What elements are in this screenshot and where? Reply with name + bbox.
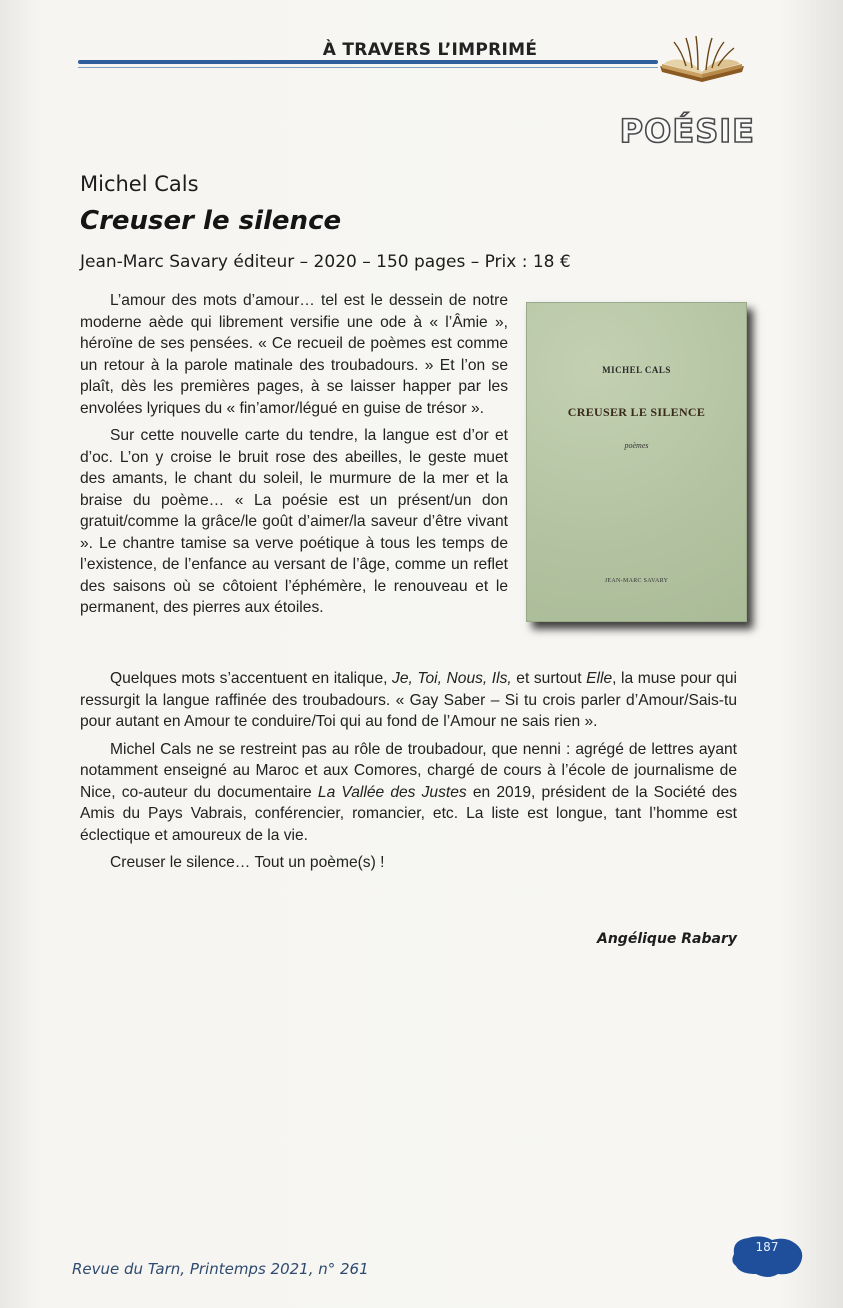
review-paragraph: Sur cette nouvelle carte du tendre, la langue est d’or et d’oc. L’on y croise le bruit rose des abeilles, le geste muet des amants, le chant du soleil, le murmure de la mer et la braise du poème… « La poésie est un présent/un don gratuit/comme la grâce/le goût d’aimer/la saveur d’être vivant ». Le chantre tamise sa verve poétique à tous les temps de l’existence, de l’enfance au versant de l’âge, comme un reflet des saisons où se côtoient l’éphémère, le renouveau et le permanent, des pierres aux étoiles. [80, 427, 508, 616]
italic-film-title: La Vallée des Justes [317, 783, 467, 801]
review-full-width [80, 668, 737, 880]
cover-publisher: JEAN-MARC SAVARY [604, 578, 669, 584]
footer-citation: Revue du Tarn, Printemps 2021, n° 261 [72, 1260, 369, 1278]
review-paragraph-italics: Quelques mots s’accentuent en italique, Je, Toi, Nous, Ils, et surtout Elle, la muse pour qui ressurgit la langue raffinée des troubadours. « Gay Saber – Si tu crois parler d’Amour/Sais-tu pour autant en Amour te conduire/Toi qui au fond de l’Amour ne sais rien ». [80, 670, 737, 730]
review-paragraph-bio: Michel Cals ne se restreint pas au rôle de troubadour, que nenni : agrégé de lettres ayant notamment enseigné au Maroc et aux Comores, chargé de cours à l’école de journalisme de Nice, co-auteur du documentaire La Vallée des Justes en 2019, président de la Société des Amis du Pays Vabrais, conférencier, romancier, etc. La liste est longue, tant l’homme est éclectique et amoureux de la vie. [80, 740, 737, 844]
review-paragraph: L’amour des mots d’amour… tel est le dessein de notre moderne aède qui librement versifie une ode à « l’Âmie », héroïne de ses pensées. « Ce recueil de poèmes est comme un retour à la parole matinale des troubadours. » Et l’on se plaît, dès les premières pages, à se laisser happer par les envolées lyriques du « fin’amor/légué en guise de trésor ». [80, 292, 508, 417]
header-rule-thin [78, 67, 658, 68]
review-column [80, 290, 508, 625]
book-title: Creuser le silence [80, 206, 342, 236]
review-closing: Creuser le silence… Tout un poème(s) ! [110, 854, 385, 871]
review-signature: Angélique Rabary [597, 931, 737, 947]
category-label: POÉSIE [619, 112, 755, 150]
italic-elle: Elle [586, 670, 613, 687]
italic-pronouns: Je, Toi, Nous, Ils, [392, 670, 512, 687]
book-author: Michel Cals [80, 172, 199, 196]
section-title: À TRAVERS L’IMPRIMÉ [322, 40, 538, 60]
publication-line: Jean-Marc Savary éditeur – 2020 – 150 pages – Prix : 18 € [80, 252, 571, 272]
cover-title: CREUSER LE SILENCE [567, 405, 706, 419]
page-number: 187 [755, 1240, 779, 1254]
book-cover [526, 302, 747, 622]
cover-subtitle: poèmes [624, 441, 649, 450]
open-book-icon [656, 36, 748, 84]
cover-author: MICHEL CALS [602, 365, 671, 375]
header-rule [78, 60, 658, 64]
